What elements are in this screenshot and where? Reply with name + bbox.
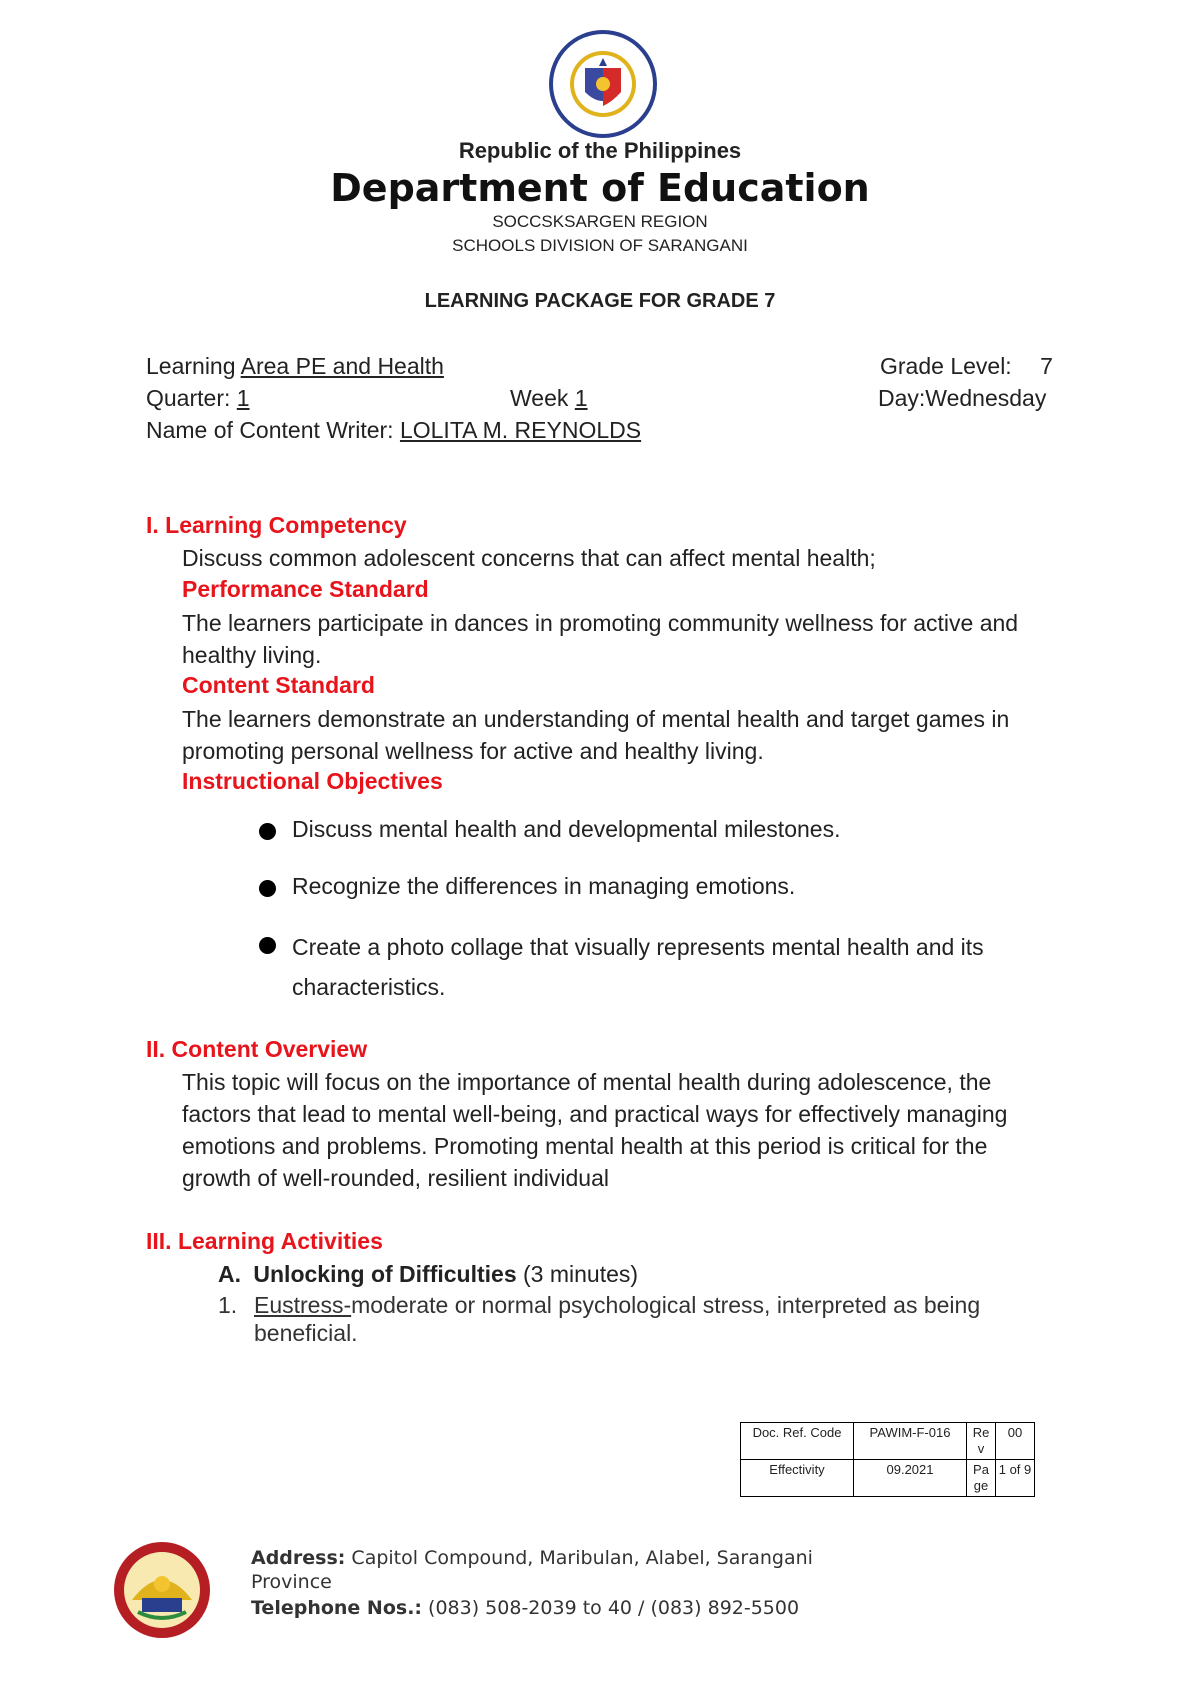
quarter-label: Quarter: xyxy=(146,385,237,411)
section-1-title: I. Learning Competency xyxy=(146,512,407,538)
item-1-term: Eustress- xyxy=(254,1292,352,1318)
instructional-objectives-title: Instructional Objectives xyxy=(182,768,443,794)
grade-level-line xyxy=(880,350,1053,382)
address-block xyxy=(251,1546,871,1594)
activity-a-title: Unlocking of Difficulties xyxy=(253,1261,517,1287)
doc-ref-code-value: PAWIM-F-016 xyxy=(854,1423,967,1460)
section-2-title: II. Content Overview xyxy=(146,1036,368,1062)
section-2-text: This topic will focus on the importance of mental health during adolescence, the factors that lead to mental well-being, and practical ways for effectively managing emotions and problems. Promoting mental health at this period is critical for the growth of well-rounded, resilient individual xyxy=(182,1069,1008,1191)
grade-level-value: 7 xyxy=(1040,353,1053,379)
rev-label: Re v xyxy=(967,1423,996,1460)
week-value: 1 xyxy=(574,385,588,411)
section-1-text: Discuss common adolescent concerns that can affect mental health; xyxy=(182,545,876,571)
bullet-icon xyxy=(259,880,276,897)
division-text: SCHOOLS DIVISION OF SARANGANI xyxy=(452,236,748,255)
quarter-value: 1 xyxy=(236,385,250,411)
telephone-value: (083) 508-2039 to 40 / (083) 892-5500 xyxy=(422,1597,800,1619)
item-1-text xyxy=(254,1291,1064,1347)
performance-standard-title: Performance Standard xyxy=(182,576,429,602)
week-line xyxy=(510,382,588,414)
page-label: Pa ge xyxy=(967,1460,996,1497)
week-label: Week xyxy=(510,385,575,411)
effectivity-label: Effectivity xyxy=(741,1460,854,1497)
learning-area-value: Area PE and Health xyxy=(240,353,444,379)
item-1-definition: moderate or normal psychological stress, interpreted as being beneficial. xyxy=(254,1292,981,1346)
deped-seal xyxy=(547,28,659,140)
address-value: Capitol Compound, Maribulan, Alabel, Sarangani Province xyxy=(251,1547,813,1593)
bullet-icon xyxy=(259,937,276,954)
address-label: Address: xyxy=(251,1547,346,1569)
content-standard-title: Content Standard xyxy=(182,672,375,698)
writer-value: LOLITA M. REYNOLDS xyxy=(399,417,642,443)
item-1-number: 1. xyxy=(218,1292,238,1318)
telephone-label: Telephone Nos.: xyxy=(251,1597,423,1619)
activity-a-label: A. xyxy=(218,1261,241,1287)
quarter-line xyxy=(146,382,250,414)
activity-a-heading xyxy=(218,1258,638,1290)
region-text: SOCCSKSARGEN REGION xyxy=(492,212,708,231)
bullet-icon xyxy=(259,823,276,840)
department-title: Department of Education xyxy=(330,166,870,210)
effectivity-value: 09.2021 xyxy=(854,1460,967,1497)
section-3-title: III. Learning Activities xyxy=(146,1228,383,1254)
writer-label: Name of Content Writer: xyxy=(146,417,400,443)
telephone-block xyxy=(251,1596,871,1620)
grade-level-label: Grade Level: xyxy=(880,353,1012,379)
division-seal xyxy=(112,1540,212,1640)
day-text: Day:Wednesday xyxy=(878,385,1047,411)
package-title: LEARNING PACKAGE FOR GRADE 7 xyxy=(424,290,776,312)
page-value: 1 of 9 xyxy=(996,1460,1035,1497)
writer-line xyxy=(146,414,641,446)
doc-ref-code-label: Doc. Ref. Code xyxy=(741,1423,854,1460)
objective-item: Recognize the differences in managing emotions. xyxy=(292,873,796,899)
learning-area-label: Learning xyxy=(146,353,241,379)
objective-item: Discuss mental health and developmental milestones. xyxy=(292,816,841,842)
performance-standard-text: The learners participate in dances in promoting community wellness for active and healthy living. xyxy=(182,610,1019,668)
learning-area-line xyxy=(146,350,444,382)
objective-item: Create a photo collage that visually represents mental health and its characteristics. xyxy=(292,934,984,1000)
rev-value: 00 xyxy=(996,1423,1035,1460)
activity-a-time: (3 minutes) xyxy=(516,1261,639,1287)
content-standard-text: The learners demonstrate an understanding of mental health and target games in promoting personal wellness for active and healthy living. xyxy=(182,706,1010,764)
doc-ref-table xyxy=(740,1422,1035,1497)
republic-text: Republic of the Philippines xyxy=(458,138,742,163)
